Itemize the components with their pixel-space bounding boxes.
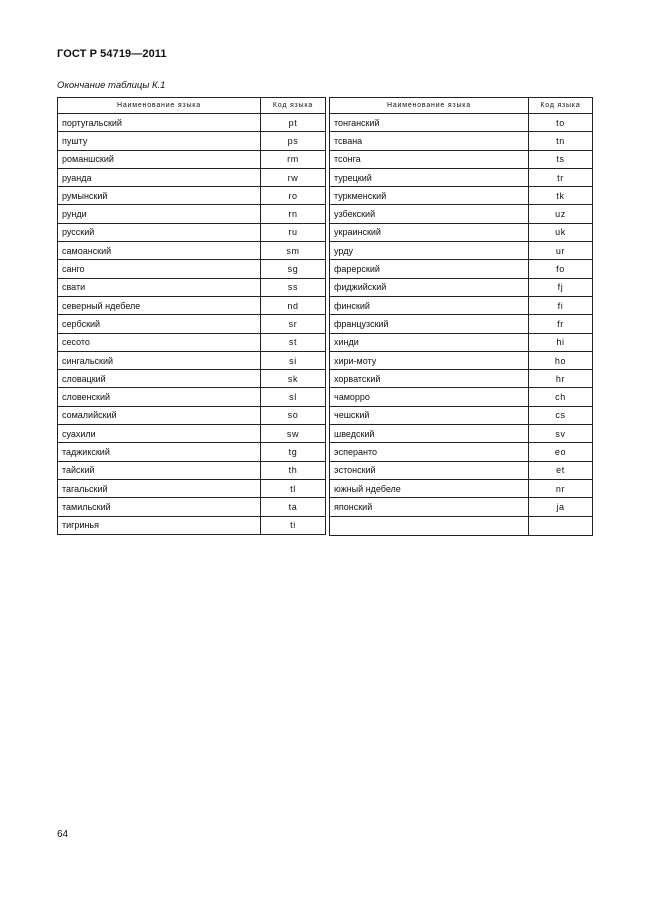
table-row [330,516,593,535]
language-name-cell: фарерский [330,260,529,278]
table-row [58,242,326,260]
language-code-cell: ss [261,278,326,296]
language-code-cell: uz [529,205,593,223]
table-row [330,223,593,241]
table-row [330,278,593,296]
language-code-cell: ho [529,351,593,369]
table-row [330,150,593,168]
language-code-cell: tl [261,479,326,497]
language-code-cell: et [529,461,593,479]
table-row [330,498,593,516]
language-code-cell: ch [529,388,593,406]
language-code-cell: fi [529,296,593,314]
language-code-cell: rw [261,168,326,186]
table-row [58,278,326,296]
language-code-cell: nd [261,296,326,314]
language-name-cell: румынский [58,187,261,205]
table-caption: Окончание таблицы К.1 [57,80,166,91]
language-code-cell: ta [261,498,326,516]
table-row [58,132,326,150]
table-row [330,114,593,132]
language-code-cell [529,516,593,535]
language-name-cell: шведский [330,425,529,443]
table-row [330,260,593,278]
language-code-cell: tn [529,132,593,150]
language-code-cell: uk [529,223,593,241]
language-name-cell: словенский [58,388,261,406]
language-name-cell: туркменский [330,187,529,205]
language-code-cell: pt [261,114,326,132]
language-name-cell: урду [330,242,529,260]
table-row [58,150,326,168]
language-name-cell: тагальский [58,479,261,497]
column-header-language-name: Наименование языка [58,98,261,114]
language-name-cell: северный ндебеле [58,296,261,314]
language-table-right [329,97,593,536]
language-code-cell: sg [261,260,326,278]
language-code-cell: sm [261,242,326,260]
language-name-cell: рунди [58,205,261,223]
language-name-cell: финский [330,296,529,314]
language-name-cell: санго [58,260,261,278]
language-code-cell: tr [529,168,593,186]
table-row [330,443,593,461]
language-code-cell: fj [529,278,593,296]
language-code-cell: rm [261,150,326,168]
language-code-cell: sl [261,388,326,406]
table-row [58,114,326,132]
language-name-cell [330,516,529,535]
table-row [330,425,593,443]
language-code-cell: fo [529,260,593,278]
language-code-cell: ur [529,242,593,260]
language-table-left [57,97,326,535]
table-row [330,168,593,186]
language-name-cell: южный ндебеле [330,479,529,497]
language-code-cell: sv [529,425,593,443]
language-code-cell: sr [261,315,326,333]
table-row [58,479,326,497]
language-code-cell: hi [529,333,593,351]
column-header-language-code: Код языка [529,98,593,114]
language-name-cell: пушту [58,132,261,150]
column-header-language-code: Код языка [261,98,326,114]
table-row [330,406,593,424]
table-row [330,296,593,314]
language-code-cell: ts [529,150,593,168]
language-name-cell: суахили [58,425,261,443]
language-name-cell: тигринья [58,516,261,534]
language-name-cell: сесото [58,333,261,351]
language-code-cell: hr [529,370,593,388]
table-row [58,425,326,443]
language-name-cell: тсонга [330,150,529,168]
table-row [58,205,326,223]
table-row [58,406,326,424]
table-header-row [58,98,326,114]
language-name-cell: русский [58,223,261,241]
language-code-cell: ro [261,187,326,205]
language-name-cell: французский [330,315,529,333]
language-code-cell: tk [529,187,593,205]
table-header-row [330,98,593,114]
language-name-cell: тамильский [58,498,261,516]
language-code-cell: sk [261,370,326,388]
language-code-cell: th [261,461,326,479]
table-row [330,479,593,497]
language-name-cell: хинди [330,333,529,351]
language-code-tables [57,97,592,537]
language-name-cell: руанда [58,168,261,186]
language-code-cell: cs [529,406,593,424]
table-row [58,260,326,278]
table-row [330,187,593,205]
table-row [58,388,326,406]
language-code-cell: rn [261,205,326,223]
table-row [330,370,593,388]
table-row [58,443,326,461]
language-name-cell: сомалийский [58,406,261,424]
language-code-cell: fr [529,315,593,333]
language-code-cell: ti [261,516,326,534]
table-row [330,205,593,223]
table-row [58,168,326,186]
language-name-cell: турецкий [330,168,529,186]
language-name-cell: украинский [330,223,529,241]
language-name-cell: словацкий [58,370,261,388]
language-code-cell: sw [261,425,326,443]
language-name-cell: эсперанто [330,443,529,461]
language-name-cell: сербский [58,315,261,333]
language-name-cell: свати [58,278,261,296]
language-name-cell: самоанский [58,242,261,260]
language-code-cell: nr [529,479,593,497]
language-name-cell: эстонский [330,461,529,479]
table-row [330,242,593,260]
table-row [58,223,326,241]
table-row [58,498,326,516]
page-number: 64 [57,829,69,840]
language-code-cell: to [529,114,593,132]
language-name-cell: фиджийский [330,278,529,296]
language-name-cell: тайский [58,461,261,479]
language-name-cell: таджикский [58,443,261,461]
table-row [58,187,326,205]
table-row [330,333,593,351]
language-name-cell: чешский [330,406,529,424]
table-row [330,132,593,150]
language-name-cell: чаморро [330,388,529,406]
language-code-cell: eo [529,443,593,461]
table-row [330,388,593,406]
language-name-cell: хири-моту [330,351,529,369]
table-row [58,333,326,351]
language-name-cell: романшский [58,150,261,168]
table-row [58,315,326,333]
language-code-cell: so [261,406,326,424]
table-row [58,516,326,534]
language-name-cell: португальский [58,114,261,132]
language-name-cell: сингальский [58,351,261,369]
language-name-cell: тсвана [330,132,529,150]
table-row [58,370,326,388]
language-name-cell: японский [330,498,529,516]
language-code-cell: tg [261,443,326,461]
table-row [330,315,593,333]
language-code-cell: ps [261,132,326,150]
table-row [58,461,326,479]
table-row [58,296,326,314]
language-code-cell: st [261,333,326,351]
table-row [330,461,593,479]
language-code-cell: ja [529,498,593,516]
document-header: ГОСТ Р 54719—2011 [57,48,167,60]
language-name-cell: хорватский [330,370,529,388]
language-name-cell: узбекский [330,205,529,223]
table-row [330,351,593,369]
language-code-cell: ru [261,223,326,241]
language-code-cell: si [261,351,326,369]
column-header-language-name: Наименование языка [330,98,529,114]
language-name-cell: тонганский [330,114,529,132]
table-row [58,351,326,369]
